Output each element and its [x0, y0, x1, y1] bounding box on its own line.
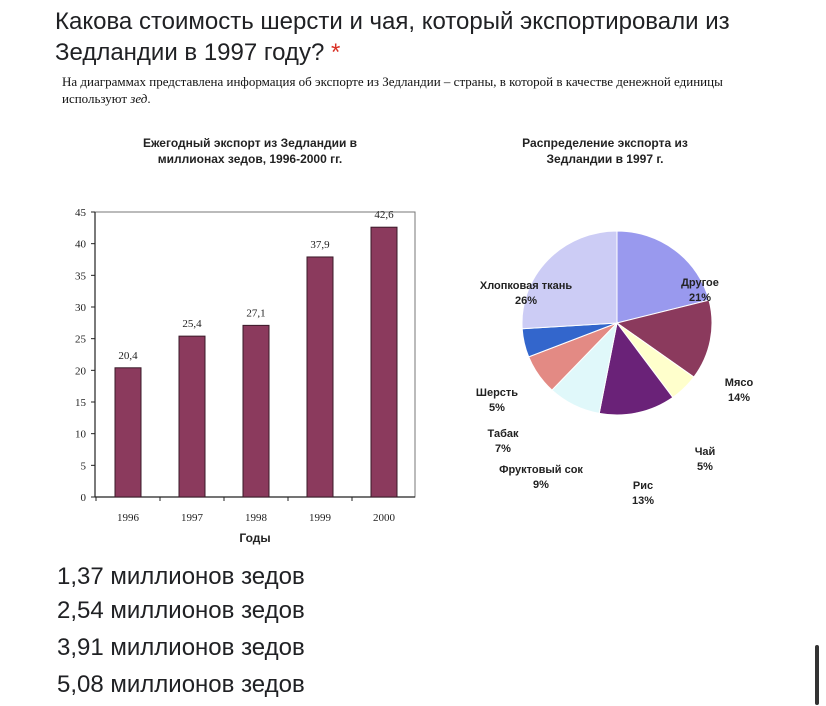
- slice-pct-meat: 14%: [727, 392, 751, 404]
- answer-option-4[interactable]: 5,08 миллионов зедов: [57, 671, 305, 698]
- y-tick-label: 10: [75, 428, 86, 441]
- intro-end: .: [147, 91, 151, 106]
- answer-option-2[interactable]: 2,54 миллионов зедов: [57, 597, 305, 624]
- y-tick-label: 25: [75, 333, 86, 346]
- required-mark: *: [330, 39, 341, 66]
- slice-label-juice: Фруктовый сок: [499, 464, 583, 476]
- bar-value-label-2000: 42,6: [374, 209, 394, 222]
- y-tick-label: 45: [75, 207, 86, 219]
- scrollbar-thumb[interactable]: [815, 645, 819, 705]
- slice-pct-rice: 13%: [631, 495, 655, 507]
- bar-value-label-1999: 37,9: [310, 238, 330, 251]
- slice-pct-tobacco: 7%: [495, 443, 511, 455]
- bar-chart-title-line-1: Ежегодный экспорт из Зедландии в: [142, 136, 358, 150]
- y-tick-label: 35: [75, 270, 86, 283]
- y-tick-label: 15: [75, 397, 86, 409]
- bar-value-label-1998: 27,1: [246, 307, 266, 320]
- slice-label-other: Другое: [681, 277, 719, 289]
- bar-value-label-1996: 20,4: [118, 349, 138, 362]
- slice-label-tea: Чай: [694, 446, 716, 458]
- y-ticks: [75, 207, 95, 504]
- pie-chart: [476, 136, 754, 507]
- y-tick-label: 30: [75, 302, 86, 314]
- bar-2000: [371, 227, 397, 497]
- bar-1999: [307, 257, 333, 497]
- x-tick-label-1997: 1997: [181, 512, 203, 524]
- answer-option-1[interactable]: 1,37 миллионов зедов: [57, 563, 305, 590]
- slice-label-wool: Шерсть: [475, 387, 519, 399]
- intro-sentence: На диаграммах представлена информация об экспорте из Зедландии – страны, в которой в качестве денежной единицы используют: [62, 74, 723, 106]
- slice-pct-other: 21%: [688, 292, 712, 304]
- x-tick-label-1999: 1999: [309, 512, 331, 524]
- pie-chart-title-line-1: Распределение экспорта из: [522, 136, 688, 150]
- y-tick-label: 5: [80, 460, 86, 473]
- intro-currency: зед: [130, 91, 148, 106]
- bar-value-label-1997: 25,4: [182, 318, 202, 331]
- bar-1998: [243, 325, 269, 497]
- x-tick-label-1996: 1996: [117, 512, 139, 524]
- slice-label-tobacco: Табак: [487, 428, 519, 440]
- answer-option-3[interactable]: 3,91 миллионов зедов: [57, 634, 305, 661]
- slice-label-meat: Мясо: [724, 377, 754, 389]
- bar-chart: [75, 136, 415, 545]
- bar-chart-title-line-2: миллионах зедов, 1996-2000 гг.: [157, 152, 343, 166]
- x-tick-label-2000: 2000: [373, 512, 395, 524]
- slice-pct-cotton: 26%: [514, 295, 538, 307]
- slice-pct-wool: 5%: [489, 402, 505, 414]
- pie-chart-title-line-2: Зедландии в 1997 г.: [546, 152, 664, 166]
- slice-pct-tea: 5%: [697, 461, 713, 473]
- y-tick-label: 20: [75, 365, 86, 378]
- y-tick-label: 0: [80, 492, 86, 504]
- bars: [96, 209, 397, 524]
- bar-1996: [115, 368, 141, 497]
- y-tick-label: 40: [75, 238, 86, 251]
- slice-label-cotton: Хлопковая ткань: [479, 280, 573, 292]
- slice-pct-juice: 9%: [533, 479, 549, 491]
- x-tick-label-1998: 1998: [245, 512, 267, 524]
- question-text: Какова стоимость шерсти и чая, который экспортировали из Зедландии в 1997 году?: [55, 8, 730, 66]
- bar-1997: [179, 336, 205, 497]
- x-axis-label: Годы: [239, 531, 271, 545]
- pie-slices: [522, 231, 712, 415]
- slice-label-rice: Рис: [632, 480, 654, 492]
